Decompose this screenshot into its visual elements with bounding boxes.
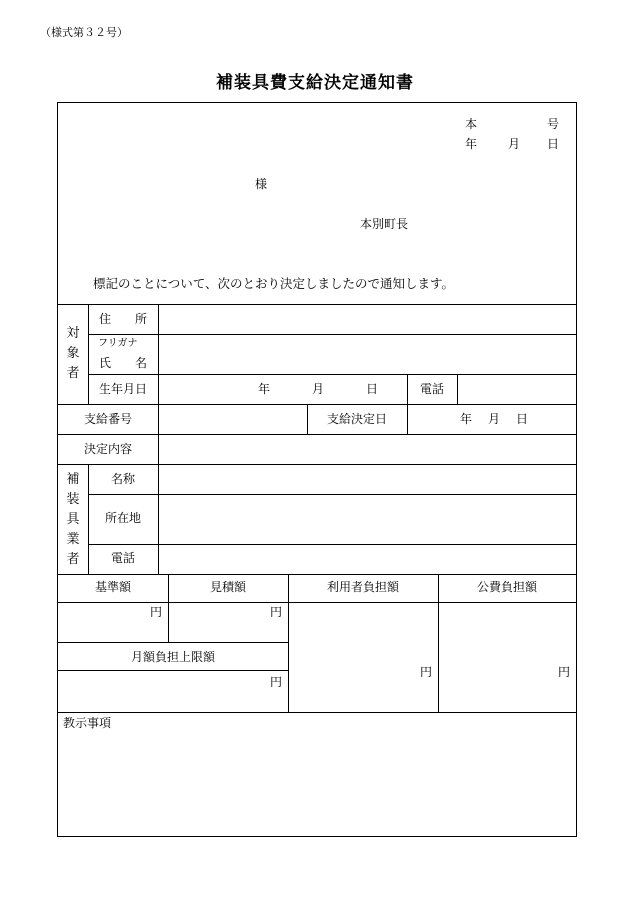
- rule: [438, 574, 439, 712]
- notice-statement: 標記のことについて、次のとおり決定しましたので通知します。: [93, 276, 455, 291]
- rule: [158, 464, 159, 574]
- rule: [58, 434, 576, 435]
- rule: [58, 304, 576, 305]
- user-share-yen: 円: [420, 665, 433, 679]
- birthdate-label: 生年月日: [98, 382, 147, 396]
- issue-day: 日: [547, 137, 560, 151]
- standard-amount-label: 基準額: [94, 580, 131, 594]
- document-title: 補装具費支給決定通知書: [216, 73, 414, 93]
- monthly-limit-label: 月額負担上限額: [130, 650, 215, 664]
- form-number: （様式第３２号）: [40, 26, 128, 39]
- vendor-group-char: 補: [66, 472, 80, 487]
- rule: [58, 404, 576, 405]
- decision-day: 日: [516, 412, 529, 426]
- subject-group-char: 象: [66, 346, 80, 361]
- vendor-group-char: 具: [66, 512, 80, 527]
- issuer-name: 本別町長: [360, 217, 409, 231]
- public-share-yen: 円: [558, 665, 571, 679]
- public-share-label: 公費負担額: [476, 580, 537, 594]
- rule: [88, 374, 576, 375]
- rule: [407, 404, 408, 434]
- subject-group-char: 者: [66, 366, 80, 381]
- vendor-group-char: 装: [66, 492, 80, 507]
- decision-date-label: 支給決定日: [326, 412, 387, 426]
- vendor-name-label: 名称: [110, 472, 135, 486]
- birth-year: 年: [258, 382, 271, 396]
- address-label: 住 所: [98, 312, 147, 326]
- subject-phone-label: 電話: [419, 382, 444, 396]
- addressee-suffix: 様: [255, 177, 268, 191]
- rule: [288, 574, 289, 712]
- birth-month: 月: [312, 382, 325, 396]
- vendor-group-char: 業: [66, 532, 80, 547]
- birth-day: 日: [366, 382, 379, 396]
- subject-group-char: 対: [66, 326, 80, 341]
- vendor-phone-label: 電話: [110, 551, 135, 565]
- monthly-limit-yen: 円: [270, 675, 283, 689]
- furigana-label: フリガナ: [98, 338, 138, 349]
- user-share-label: 利用者負担額: [326, 580, 399, 594]
- rule: [58, 642, 288, 643]
- issue-year: 年: [465, 137, 478, 151]
- estimate-amount-label: 見積額: [209, 580, 246, 594]
- rule: [58, 464, 576, 465]
- estimate-yen: 円: [270, 605, 283, 619]
- rule: [58, 670, 288, 671]
- name-label: 氏 名: [98, 356, 147, 370]
- rule: [88, 544, 576, 545]
- rule: [457, 374, 458, 404]
- rule: [58, 712, 576, 713]
- decision-content-label: 決定内容: [83, 442, 132, 456]
- decision-month: 月: [488, 412, 501, 426]
- rule: [58, 602, 576, 603]
- number-prefix: 本: [465, 117, 478, 131]
- vendor-location-label: 所在地: [104, 511, 141, 525]
- rule: [58, 574, 576, 575]
- decision-year: 年: [460, 412, 473, 426]
- rule: [158, 304, 159, 464]
- vendor-group-char: 者: [66, 552, 80, 567]
- issue-month: 月: [508, 137, 521, 151]
- form-frame: [57, 102, 577, 837]
- number-suffix: 号: [547, 117, 560, 131]
- rule: [88, 494, 576, 495]
- rule: [88, 334, 576, 335]
- payment-number-label: 支給番号: [83, 412, 132, 426]
- notice-label: 教示事項: [63, 716, 112, 730]
- standard-yen: 円: [150, 605, 163, 619]
